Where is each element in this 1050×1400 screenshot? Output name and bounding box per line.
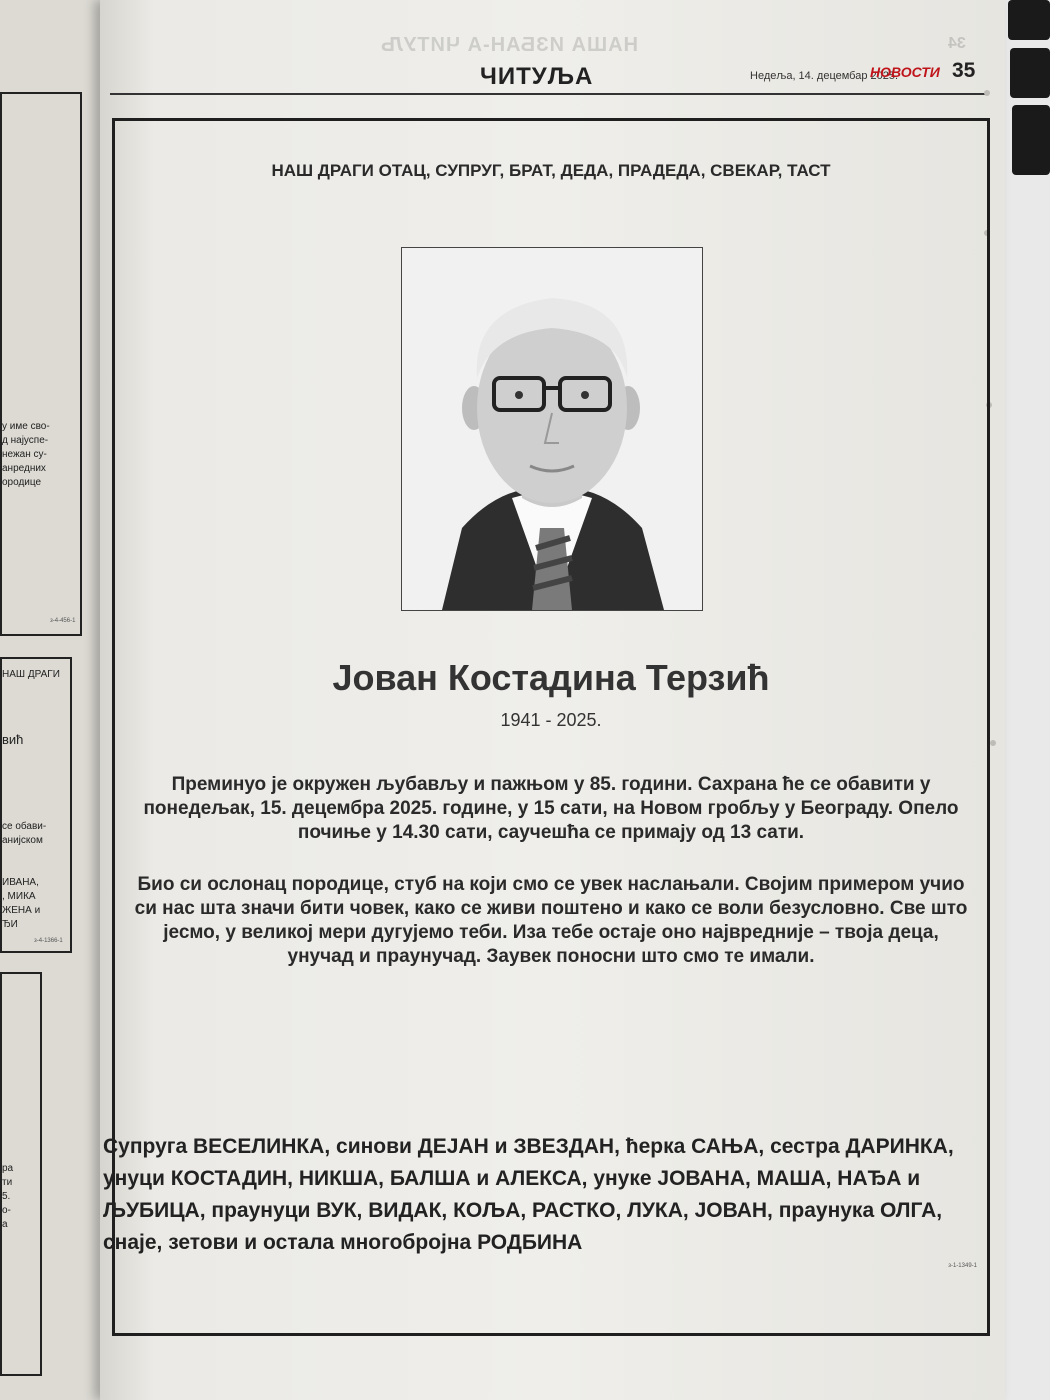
newspaper-page [100,0,1005,1400]
obituary-frame [103,118,990,1336]
funeral-details: Преминуо је окружен љубављу и пажњом у 85. години. Сахрана ће се обавити у понедељак, 15. децембра 2025. године, у 15 сати, на Новом гробљу у Београду. Опело почиње у 14.30 сати, саучешћа се примају од 13 сати. [143,774,959,843]
ad-code: з-1-1349-1 [948,1263,977,1269]
life-years: 1941 - 2025. [500,710,602,730]
show-through-page-number: 34 [948,35,966,52]
header-divider [110,93,985,95]
tribute-text: Био си ослонац породице, стуб на који смо се увек наслањали. Својим примером учио си нас шта значи бити човек, како се живи поштено и како се воли безусловно. Све што јесмо, у великој мери дугујемо теби. Иза тебе остаје оно највредније – твоја деца, унучад и праунучад. Заувек поносни што смо те имали. [134,874,968,967]
portrait-photo [401,247,703,611]
staple-hole [990,740,996,746]
left-snippet-6: ра ти 5. о- а [2,1163,14,1230]
keyboard-key [1012,105,1050,175]
left-code-2: з-4-1366-1 [34,938,63,944]
left-obituary-box [0,92,82,636]
keyboard-key [1008,0,1050,40]
left-code-1: з-4-456-1 [50,618,76,624]
section-title: ЧИТУЉА [480,63,594,90]
left-snippet-3: вић [2,732,24,747]
left-snippet-2: НАШ ДРАГИ [2,669,60,680]
issue-date: Недеља, 14. децембар 2025. [750,70,899,82]
page-number: 35 [952,59,976,82]
mourners-list: Супруга ВЕСЕЛИНКА, синови ДЕЈАН и ЗВЕЗДАН, ћерка САЊА, сестра ДАРИНКА, унуци КОСТАДИН, НИКША, БАЛША и АЛЕКСА, унуке ЈОВАНА, МАША, НАЂА и ЉУБИЦА, праунуци ВУК, ВИДАК, КОЉА, РАСТКО, ЛУКА, ЈОВАН, праунука ОЛГА, снаје, зетови и остала многобројна РОДБИНА [103,1135,954,1254]
left-snippet-1: у име сво- д најуспе- нежан су- анредних ородице [2,421,50,488]
keyboard-key [1010,48,1050,98]
portrait-illustration [402,248,702,610]
newspaper-brand: НОВОСТИ [870,64,940,80]
deceased-name: Јован Костадина Терзић [332,657,770,698]
left-snippet-5: ИВАНА, , МИКА ЖЕНА и ЂИ [2,877,41,930]
obituary-intro: НАШ ДРАГИ ОТАЦ, СУПРУГ, БРАТ, ДЕДА, ПРАДЕДА, СВЕКАР, ТАСТ [271,161,831,180]
show-through-title: НАША ИЗБАН-А ЧИТУЉ [380,34,639,56]
left-snippet-4: се обави- анијском [2,821,47,846]
staple-hole [984,90,990,96]
